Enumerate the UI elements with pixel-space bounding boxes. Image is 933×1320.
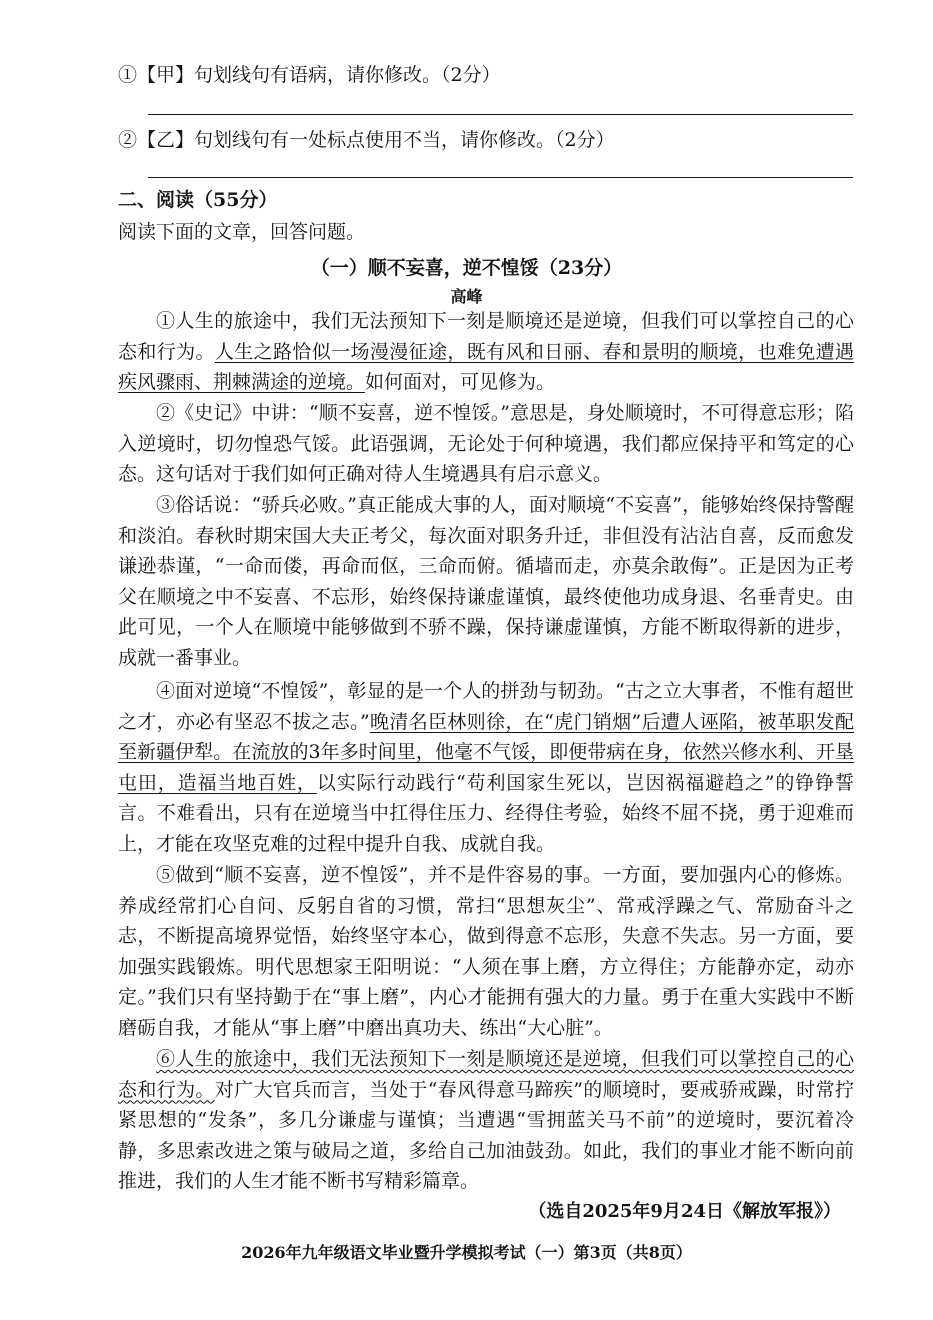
article-title: （一）顺不妄喜，逆不惶馁（23分）: [310, 257, 623, 279]
section-heading: 二、阅读（55分）: [118, 189, 278, 211]
answer-line-2[interactable]: [148, 177, 853, 178]
page-footer: 2026年九年级语文毕业暨升学模拟考试（一）第3页（共8页）: [241, 1243, 692, 1262]
paragraph-6-text: 对广大官兵而言，当处于“春风得意马蹄疾”的顺境时，要戒骄戒躁，时常拧紧思想的“发条”，多几分谦虚与谨慎；当遭遇“雪拥蓝关马不前”的逆境时，要沉着冷静，多思索改进之策与破局之道，多给自己加油鼓劲。如此，我们的事业才能不断向前推进，我们的人生才能不断书写精彩篇章。: [118, 1078, 854, 1192]
section-instruction: 阅读下面的文章，回答问题。: [118, 221, 366, 243]
paragraph-4-text-b: 以实际行动践行“苟利国家生死以，岂因祸福避趋之”的铮铮誓言。不难看出，只有在逆境当中扛得住压力、经得住考验，始终不屈不挠，勇于迎难而上，才能在攻坚克难的过程中提升自我、成就自我。: [118, 771, 854, 855]
paragraph-5: ⑤做到“顺不妄喜，逆不惶馁”，并不是件容易的事。一方面，要加强内心的修炼。养成经常扪心自问、反躬自省的习惯，常扫“思想灰尘”、常戒浮躁之气、常励奋斗之志，不断提高境界觉悟，始终坚守本心，做到得意不忘形，失意不失志。另一方面，要加强实践锻炼。明代思想家王阳明说：“人须在事上磨，方立得住；方能静亦定，动亦定。”我们只有坚持勤于在“事上磨”，内心才能拥有强大的力量。勇于在重大实践中不断磨砺自我，才能从“事上磨”中磨出真功夫、练出“大心脏”。: [118, 864, 854, 1039]
paragraph-3: ③俗话说：“骄兵必败。”真正能成大事的人，面对顺境“不妄喜”，能够始终保持警醒和淡泊。春秋时期宋国大夫正考父，每次面对职务升迁，非但没有沾沾自喜，反而愈发谦逊恭谨，“一命而偻，再命而伛，三命而俯。循墙而走，亦莫余敢侮”。正是因为正考父在顺境之中不妄喜、不忘形，始终保持谦虚谨慎，最终使他功成身退、名垂青史。由此可见，一个人在顺境中能够做到不骄不躁，保持谦虚谨慎，方能不断取得新的进步，成就一番事业。: [118, 494, 854, 669]
paragraph-1-underlined: 人生之路恰似一场漫漫征途，既有风和日丽、春和景明的顺境，也难免遭遇疾风骤雨、荆棘满途的逆境。: [118, 340, 854, 393]
paragraph-1-text-a: ①人生的旅途中，我们无法预知下一刻是顺境还是逆境，但我们可以掌控自己的心态和行为。: [118, 310, 854, 363]
paragraph-6: [118, 1044, 854, 1197]
article-author: 高峰: [450, 287, 483, 306]
question-1: ①【甲】句划线句有语病，请你修改。（2分）: [118, 64, 501, 86]
paragraph-1: [118, 306, 854, 398]
paragraph-4-underlined: 晚清名臣林则徐，在“虎门销烟”后遭人诬陷，被革职发配至新疆伊犁。在流放的3年多时间里，他毫不气馁，即便带病在身，依然兴修水利、开垦屯田，造福当地百姓，: [118, 710, 854, 794]
article-source: （选自2025年9月24日《解放军报》）: [528, 1201, 841, 1222]
paragraph-4-text-a: ④面对逆境“不惶馁”，彰显的是一个人的拼劲与韧劲。“古之立大事者，不惟有超世之才，亦必有坚忍不拔之志。”: [118, 680, 854, 733]
answer-line-1[interactable]: [148, 114, 853, 115]
paragraph-2: ②《史记》中讲：“顺不妄喜，逆不惶馁。”意思是，身处顺境时，不可得意忘形；陷入逆境时，切勿惶恐气馁。此语强调，无论处于何种境遇，我们都应保持平和笃定的心态。这句话对于我们如何正确对待人生境遇具有启示意义。: [118, 402, 854, 485]
paragraph-1-text-b: 如何面对，可见修为。: [365, 371, 556, 393]
paragraph-4: [118, 676, 854, 859]
question-2: ②【乙】句划线句有一处标点使用不当，请你修改。（2分）: [118, 129, 615, 151]
paragraph-6-wavy-underlined: ⑥人生的旅途中，我们无法预知下一刻是顺境还是逆境，但我们可以掌控自己的心态和行为。: [118, 1048, 854, 1101]
